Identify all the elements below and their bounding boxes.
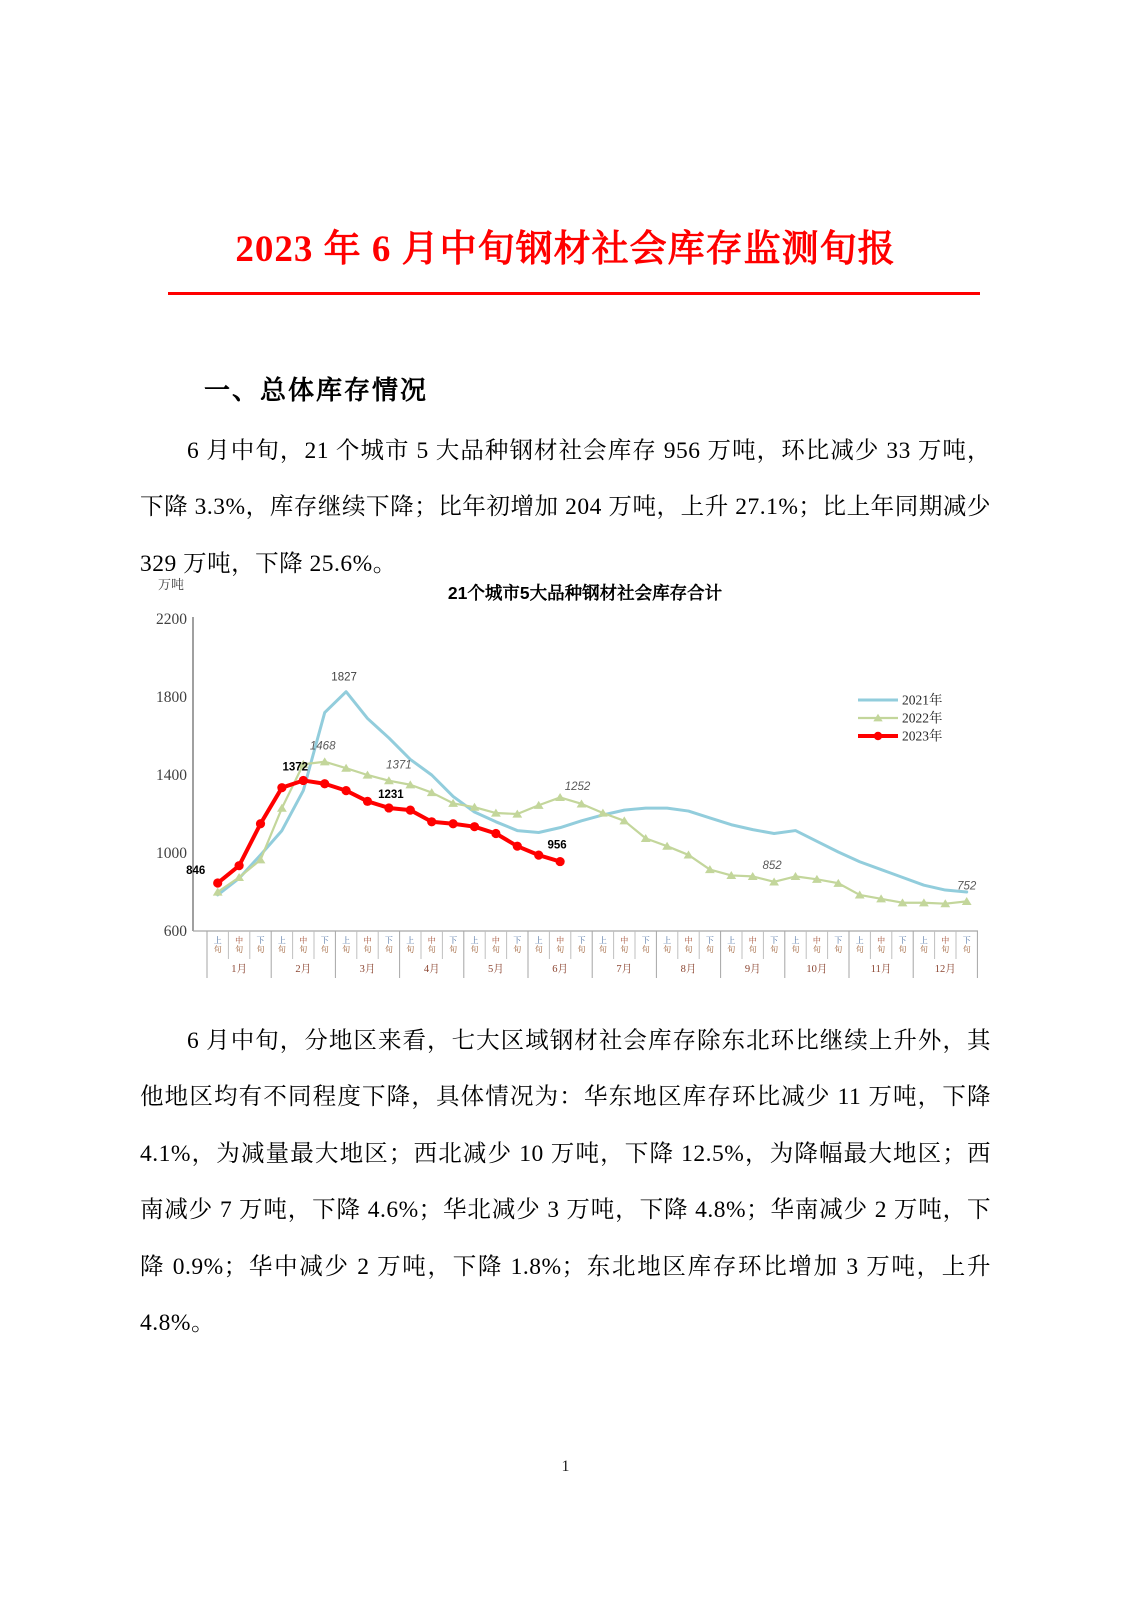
x-axis-period-label: 上旬: [791, 936, 800, 954]
chart-title: 21个城市5大品种钢材社会库存合计: [447, 583, 723, 603]
series-2021年: [218, 692, 967, 895]
x-axis-month-label: 9月: [744, 964, 761, 975]
x-axis-month-label: 12月: [934, 964, 956, 975]
x-axis-period-label: 上旬: [598, 936, 607, 954]
x-axis-period-label: 下旬: [513, 936, 522, 954]
x-axis-period-label: 上旬: [470, 936, 479, 954]
inventory-chart-svg: [150, 572, 995, 982]
data-point-marker: [342, 786, 351, 795]
x-axis-period-label: 中旬: [363, 936, 372, 954]
x-axis-period-label: 下旬: [962, 936, 971, 954]
x-axis-month-label: 2月: [295, 964, 312, 975]
x-axis-period-label: 中旬: [235, 936, 244, 954]
x-axis-period-label: 上旬: [919, 936, 928, 954]
x-axis-period-label: 下旬: [320, 936, 329, 954]
x-axis-period-label: 上旬: [663, 936, 672, 954]
data-point-marker: [513, 842, 522, 851]
legend-label: 2022年: [902, 710, 943, 726]
x-axis-period-label: 中旬: [812, 936, 821, 954]
data-point-label: 1252: [564, 780, 591, 793]
data-point-marker: [213, 878, 222, 887]
data-point-marker: [406, 806, 415, 815]
data-point-marker: [556, 857, 565, 866]
page-number: 1: [561, 1458, 570, 1475]
legend-label: 2023年: [902, 728, 943, 744]
x-axis-period-label: 下旬: [898, 936, 907, 954]
paragraph-regional-inventory: 6 月中旬，分地区来看，七大区域钢材社会库存除东北环比继续上升外，其他地区均有不同程度下降，具体情况为：华东地区库存环比减少 11 万吨，下降 4.1%，为减量最大地区；西北减少 10 万吨，下降 12.5%，为降幅最大地区；西南减少 7 万吨，下降 4.6%；华北减少 3 万吨，下降 4.8%；华南减少 2 万吨，下降 0.9%；华中减少 2 万吨，下降 1.8%；东北地区库存环比增加 3 万吨，上升 4.8%。: [140, 1027, 991, 1337]
section-heading: 一、总体库存情况: [204, 374, 429, 405]
data-point-marker: [320, 779, 329, 788]
x-axis-period-label: 上旬: [213, 936, 222, 954]
x-axis-period-label: 上旬: [534, 936, 543, 954]
data-point-label: 1371: [386, 759, 412, 772]
x-axis-month-label: 7月: [616, 964, 633, 975]
x-axis-period-label: 中旬: [620, 936, 629, 954]
data-point-marker: [449, 819, 458, 828]
data-point-marker: [555, 793, 565, 801]
x-axis-month-label: 3月: [359, 964, 376, 975]
x-axis-period-label: 上旬: [406, 936, 415, 954]
x-axis-period-label: 下旬: [449, 936, 458, 954]
x-axis-month-label: 8月: [680, 964, 697, 975]
x-axis-period-label: 下旬: [770, 936, 779, 954]
data-point-label: 852: [762, 859, 782, 872]
x-axis-period-label: 下旬: [834, 936, 843, 954]
y-axis-unit-label: 万吨: [158, 577, 185, 592]
x-axis-period-label: 下旬: [577, 936, 586, 954]
data-point-marker: [277, 804, 287, 812]
y-axis-tick-label: 2200: [156, 611, 187, 628]
data-point-marker: [491, 829, 500, 838]
x-axis-period-label: 中旬: [491, 936, 500, 954]
y-axis-tick-label: 600: [163, 923, 187, 940]
data-point-marker: [235, 861, 244, 870]
data-point-marker: [534, 851, 543, 860]
x-axis-period-label: 上旬: [855, 936, 864, 954]
data-point-label: 1231: [378, 788, 404, 801]
data-point-label: 752: [957, 880, 977, 893]
data-point-marker: [277, 783, 286, 792]
x-axis-period-label: 上旬: [277, 936, 286, 954]
inventory-chart: [150, 572, 995, 982]
x-axis-period-label: 上旬: [727, 936, 736, 954]
data-point-label: 1468: [309, 740, 336, 753]
title-underline: [168, 292, 980, 295]
data-point-marker: [299, 776, 308, 785]
x-axis-month-label: 11月: [870, 964, 892, 975]
x-axis-month-label: 6月: [552, 964, 568, 975]
data-point-label: 1827: [331, 671, 357, 684]
x-axis-month-label: 4月: [423, 964, 440, 975]
data-point-marker: [427, 817, 436, 826]
x-axis-period-label: 中旬: [684, 936, 693, 954]
x-axis-period-label: 下旬: [384, 936, 393, 954]
x-axis-month-label: 5月: [488, 964, 504, 975]
data-point-label: 1372: [282, 761, 309, 774]
report-title: 2023 年 6 月中旬钢材社会库存监测旬报: [235, 228, 896, 270]
x-axis-month-label: 10月: [806, 964, 828, 975]
y-axis-tick-label: 1400: [156, 767, 187, 784]
y-axis-tick-label: 1000: [156, 845, 187, 862]
y-axis-tick-label: 1800: [156, 689, 187, 706]
paragraph-overall-inventory: 6 月中旬，21 个城市 5 大品种钢材社会库存 956 万吨，环比减少 33 万吨，下降 3.3%，库存继续下降；比年初增加 204 万吨，上升 27.1%；比上年同期减少 329 万吨，下降 25.6%。: [140, 437, 991, 577]
x-axis-period-label: 中旬: [427, 936, 436, 954]
x-axis-period-label: 中旬: [748, 936, 757, 954]
legend-label: 2021年: [902, 692, 943, 708]
x-axis-period-label: 中旬: [877, 936, 886, 954]
data-point-marker: [470, 822, 479, 831]
data-point-marker: [384, 803, 393, 812]
chart-legend: [858, 692, 943, 744]
x-axis-table: [207, 931, 977, 978]
data-point-marker: [256, 819, 265, 828]
x-axis-period-label: 下旬: [705, 936, 714, 954]
x-axis-period-label: 中旬: [941, 936, 950, 954]
data-point-label: 846: [186, 865, 206, 878]
x-axis-period-label: 下旬: [641, 936, 650, 954]
x-axis-period-label: 上旬: [342, 936, 351, 954]
x-axis-month-label: 1月: [231, 964, 247, 975]
x-axis-period-label: 中旬: [299, 936, 308, 954]
x-axis-period-label: 下旬: [256, 936, 265, 954]
data-point-label: 956: [547, 839, 567, 852]
x-axis-period-label: 中旬: [556, 936, 565, 954]
data-point-marker: [363, 797, 372, 806]
